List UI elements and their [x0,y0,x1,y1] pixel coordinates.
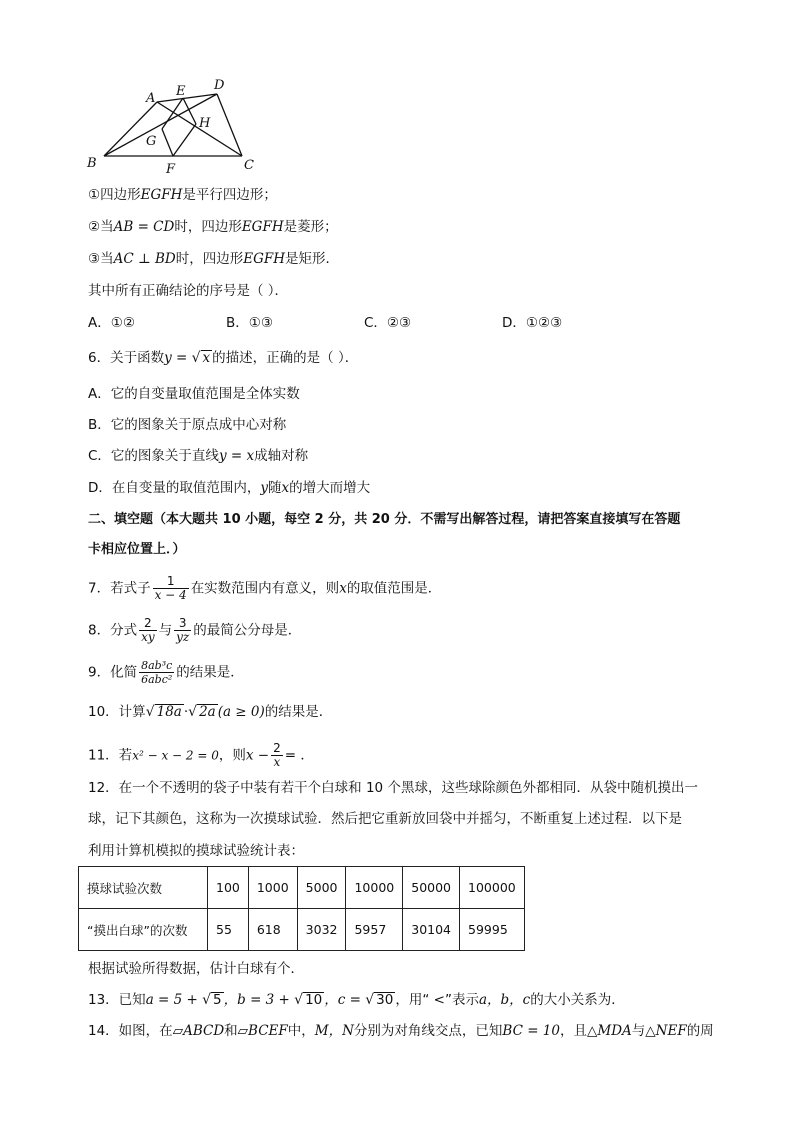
text: 是矩形． [285,251,339,267]
text: 与 [631,1023,646,1039]
section-2-header-line2: 卡相应位置上．） [88,542,186,557]
q7 [88,575,441,602]
q6-option-c [88,447,308,465]
text: 在实数范围内有意义，则 [190,580,340,597]
label-b: B [87,156,97,171]
table-cell: 5957 [346,909,403,951]
numerator: 1 [153,575,189,589]
dot: · [183,704,189,720]
triangle-2: △NEF [645,1023,687,1039]
table-row-header: 摸球试验次数 [79,867,208,909]
text: 9．化简 [88,664,138,681]
segment-dc [217,94,242,156]
denominator: 6abc² [141,673,173,686]
q5-option-c: C．②③ [364,315,412,331]
var: y [260,480,269,496]
table-cell: 618 [248,909,297,951]
text: 与 [158,622,173,639]
numerator: 2 [273,741,281,755]
func: y = [164,350,192,366]
text: D．在自变量的取值范围内， [88,480,261,496]
q6-option-a: A．它的自变量取值范围是全体实数 [88,386,300,402]
label-d: D [214,78,225,93]
fraction [139,659,174,686]
a-expr: a = 5 + [145,992,203,1008]
table-cell: 100000 [460,867,525,909]
condition: AB = CD [113,219,175,235]
text: 的结果是． [176,664,244,681]
numerator: 3 [174,617,191,631]
text: ，用“ <”表示 [395,992,479,1008]
fraction [153,575,189,602]
label-a: A [146,91,156,106]
radical-sign: √ [191,350,201,366]
table-cell: 10000 [346,867,403,909]
q8 [88,617,301,644]
table-row-header: “摸出白球”的次数 [79,909,208,951]
q5-option-a: A．①② [88,315,135,331]
text: = ． [284,747,314,764]
q12-line1: 12．在一个不透明的袋子中装有若干个白球和 10 个黑球，这些球除颜色外都相同．从袋中随机摸出一 [88,780,698,796]
points: M，N [314,1023,354,1039]
text: 的大小关系为． [530,992,625,1008]
text: 的最简公分母是． [193,622,302,639]
label-c: C [244,158,254,173]
equation: x² − x − 2 = 0 [132,748,219,763]
text: 的周 [686,1023,714,1039]
text: 11．若 [88,747,133,764]
table-row [79,867,525,909]
section-2-header-line1: 二、填空题（本大题共 10 小题，每空 2 分，共 20 分．不需写出解答过程，请把答案直接填写在答题 [88,512,681,527]
table-cell: 59995 [460,909,525,951]
q5-option-b: B．①③ [226,315,273,331]
radicand: 30 [376,992,394,1008]
q13 [88,991,625,1009]
text: ③当 [88,251,114,267]
radicand: x [202,350,211,366]
text: 14．如图，在 [88,1023,173,1039]
q5-statement-3 [88,250,339,268]
text: 10．计算 [88,704,146,720]
triangle-1: △MDA [586,1023,632,1039]
segment-fh [173,124,196,156]
text: 的结果是． [264,704,333,720]
q12-after: 根据试验所得数据，估计白球有个． [88,961,304,977]
var: x [339,580,347,597]
radicand: 18a [156,704,182,720]
radicand: 5 [213,992,222,1008]
radical-sign: √ [365,992,375,1008]
q9 [88,659,244,686]
q12-line3: 利用计算机模拟的摸球试验统计表： [88,843,304,859]
q10 [88,703,332,721]
radical-sign: √ [145,704,155,720]
text: 7．若式子 [88,580,151,597]
text: C．它的图象关于直线 [88,448,219,464]
q12-line2: 球，记下其颜色，这称为一次摸球试验．然后把它重新放回袋中并摇匀，不断重复上述过程．以下是 [88,811,682,827]
q5-ask: 其中所有正确结论的序号是（ ）． [88,283,289,299]
text: 8．分式 [88,622,138,639]
parallelogram-1: ▱ABCD [172,1023,225,1039]
denominator: xy [141,630,155,644]
table-cell: 1000 [248,867,297,909]
line-eq: y = x [218,448,255,464]
text: 分别为对角线交点，已知 [353,1023,503,1039]
denominator: x [273,755,281,769]
denominator: yz [176,630,190,644]
segment-ad [157,94,217,102]
q5-option-d: D．①②③ [502,315,563,331]
numerator: 2 [139,617,157,631]
text: 的描述，正确的是（ ）． [212,350,359,366]
q5-statement-1 [88,186,277,204]
text: 是平行四边形； [182,187,277,203]
table-cell: 3032 [297,909,346,951]
text: 时，四边形 [174,219,242,235]
q11 [88,742,314,769]
text: 13．已知 [88,992,146,1008]
q5-statement-2 [88,218,338,236]
text: 6．关于函数 [88,350,165,366]
radical-sign: √ [294,992,304,1008]
var: EGFH [241,219,284,235]
text: 和 [224,1023,238,1039]
label-f: F [166,162,176,177]
text: 成轴对称 [254,448,309,464]
quadrilateral-figure [84,76,264,178]
denominator: x − 4 [154,588,187,602]
label-g: G [146,134,157,149]
table-cell: 55 [208,909,249,951]
label-h: H [199,116,211,131]
segment-eg [162,98,183,129]
expr: x − [245,747,270,764]
text: ，且 [559,1023,587,1039]
fraction [271,742,283,769]
text: 是菱形； [283,219,338,235]
label-e: E [176,84,186,99]
table-cell: 50000 [403,867,460,909]
radical-sign: √ [188,704,198,720]
var: x [281,480,290,496]
text: 中， [287,1023,315,1039]
text: 时，四边形 [175,251,244,267]
radical-sign: √ [202,992,212,1008]
c-expr: ，c = [324,992,366,1008]
table-cell: 30104 [403,909,460,951]
var: EGFH [243,251,285,267]
segment-gf [162,129,173,156]
numerator: 8ab³c [141,659,173,672]
q14 [88,1022,714,1040]
text: 随 [268,480,282,496]
fraction-2 [174,617,191,644]
text: 的取值范围是． [346,580,442,597]
text: ，则 [218,747,246,764]
table-cell: 100 [208,867,249,909]
q6-option-b: B．它的图象关于原点成中心对称 [88,417,287,433]
table-cell: 5000 [297,867,346,909]
table-row [79,909,525,951]
var: EGFH [140,187,183,203]
text: ②当 [88,219,114,235]
q6-stem [88,349,358,367]
segment-length: BC = 10 [502,1023,560,1039]
text: ①四边形 [88,187,141,203]
vars: a，b，c [478,992,531,1008]
b-expr: ，b = 3 + [223,992,295,1008]
radicand: 2a [199,704,216,720]
condition: AC ⊥ BD [113,251,176,267]
trial-stats-table [78,866,525,951]
condition: (a ≥ 0) [217,704,265,720]
text: 的增大而增大 [289,480,371,496]
q6-option-d [88,479,370,497]
fraction-1 [139,617,157,644]
radicand: 10 [305,992,323,1008]
parallelogram-2: ▱BCEF [237,1023,288,1039]
